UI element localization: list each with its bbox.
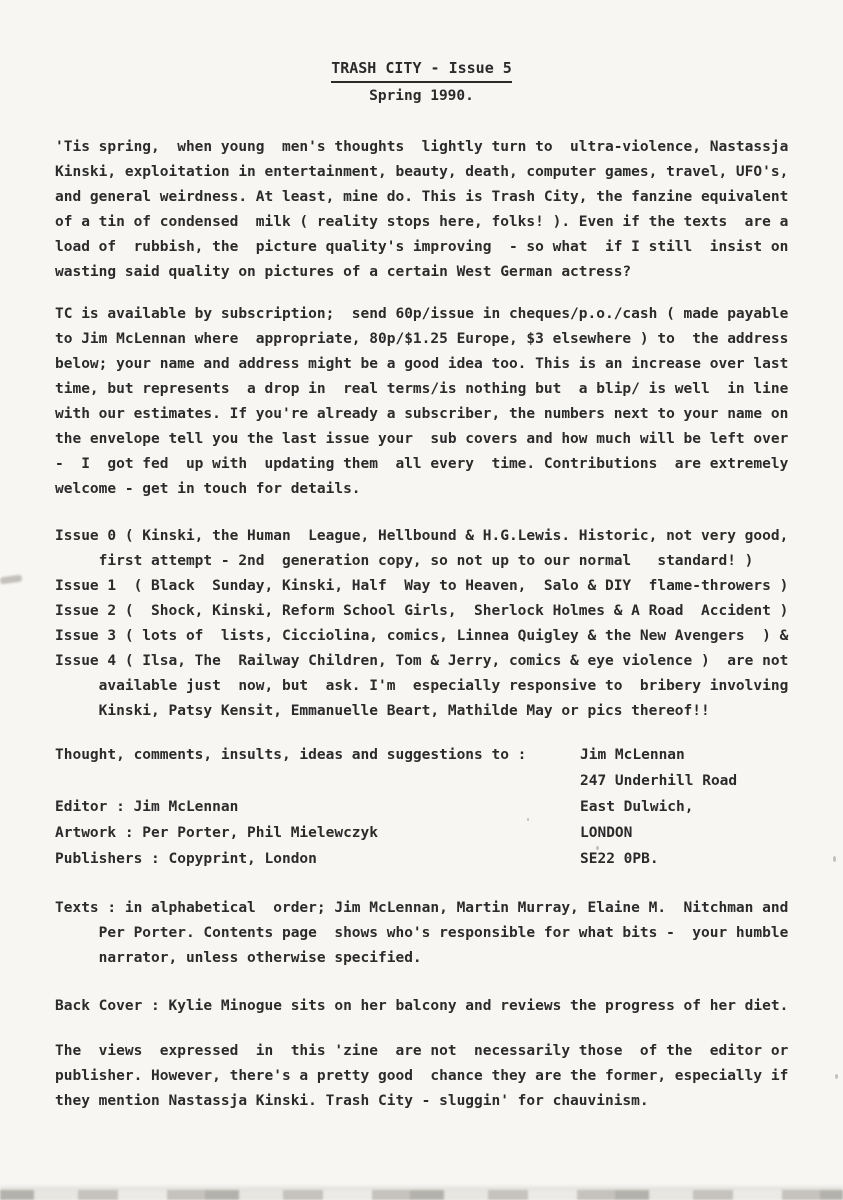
text-line: the envelope tell you the last issue your sub covers and how much will be left over [55, 431, 789, 447]
issue-list-line: Issue 4 ( Ilsa, The Railway Children, Tom & Jerry, comics & eye violence ) are not [55, 653, 789, 669]
subscription-paragraph [55, 302, 843, 502]
scanner-edge-artifact [0, 1190, 843, 1200]
credit-editor: Editor : Jim McLennan [55, 799, 239, 815]
contact-block [55, 742, 843, 872]
text-line: Per Porter. Contents page shows who's responsible for what bits - your humble [55, 925, 789, 941]
credit-publishers: Publishers : Copyprint, London [55, 851, 317, 867]
text-line: below; your name and address might be a good idea too. This is an increase over last [55, 356, 789, 372]
text-line: time, but represents a drop in real terms/is nothing but a blip/ is well in line [55, 381, 789, 397]
page-subtitle: Spring 1990. [369, 88, 474, 104]
address-line: East Dulwich, [580, 799, 694, 815]
text-line: 'Tis spring, when young men's thoughts lightly turn to ultra-violence, Nastassja [55, 139, 789, 155]
issue-list-line: available just now, but ask. I'm especially responsive to bribery involving [55, 678, 789, 694]
back-cover-note [55, 994, 843, 1019]
issue-list-line: Issue 3 ( lots of lists, Cicciolina, comics, Linnea Quigley & the New Avengers ) & [55, 628, 789, 644]
text-line: load of rubbish, the picture quality's improving - so what if I still insist on [55, 239, 789, 255]
text-line: narrator, unless otherwise specified. [55, 950, 422, 966]
text-line: publisher. However, there's a pretty good chance they are the former, especially if [55, 1068, 789, 1084]
text-line: Back Cover : Kylie Minogue sits on her balcony and reviews the progress of her diet. [55, 998, 789, 1014]
text-line: of a tin of condensed milk ( reality stops here, folks! ). Even if the texts are a [55, 214, 789, 230]
scan-speck-artifact [833, 856, 836, 862]
contact-heading: Thought, comments, insults, ideas and suggestions to : [55, 747, 527, 763]
contact-left-column [55, 742, 580, 872]
text-line: Kinski, exploitation in entertainment, beauty, death, computer games, travel, UFO's, [55, 164, 789, 180]
spacer-line [55, 768, 580, 794]
scan-smudge-artifact [0, 575, 22, 585]
issue-list-line: first attempt - 2nd generation copy, so not up to our normal standard! ) [55, 553, 754, 569]
text-line: welcome - get in touch for details. [55, 481, 361, 497]
issue-list-line: Kinski, Patsy Kensit, Emmanuelle Beart, Mathilde May or pics thereof!! [55, 703, 710, 719]
text-line: wasting said quality on pictures of a certain West German actress? [55, 264, 632, 280]
address-line: SE22 0PB. [580, 851, 659, 867]
issue-list-line: Issue 1 ( Black Sunday, Kinski, Half Way to Heaven, Salo & DIY flame-throwers ) [55, 578, 789, 594]
page-title: TRASH CITY - Issue 5 [331, 55, 512, 83]
text-line: to Jim McLennan where appropriate, 80p/$1.25 Europe, $3 elsewhere ) to the address [55, 331, 789, 347]
credit-artwork: Artwork : Per Porter, Phil Mielewczyk [55, 825, 379, 841]
scan-speck-artifact [835, 1074, 838, 1079]
address-line: LONDON [580, 825, 633, 841]
back-issue-list [55, 524, 843, 724]
issue-list-line: Issue 2 ( Shock, Kinski, Reform School Girls, Sherlock Holmes & A Road Accident ) [55, 603, 789, 619]
text-line: and general weirdness. At least, mine do. This is Trash City, the fanzine equivalent [55, 189, 789, 205]
address-line: Jim McLennan [580, 747, 685, 763]
texts-credit-paragraph [55, 896, 843, 971]
masthead [55, 55, 788, 109]
text-line: with our estimates. If you're already a subscriber, the numbers next to your name on [55, 406, 789, 422]
scan-speck-artifact [527, 818, 529, 821]
address-line: 247 Underhill Road [580, 773, 738, 789]
text-line: Texts : in alphabetical order; Jim McLennan, Martin Murray, Elaine M. Nitchman and [55, 900, 789, 916]
text-line: they mention Nastassja Kinski. Trash City - sluggin' for chauvinism. [55, 1093, 649, 1109]
address-block [580, 742, 843, 872]
issue-list-line: Issue 0 ( Kinski, the Human League, Hellbound & H.G.Lewis. Historic, not very good, [55, 528, 789, 544]
intro-paragraph [55, 135, 843, 285]
text-line: TC is available by subscription; send 60p/issue in cheques/p.o./cash ( made payable [55, 306, 789, 322]
disclaimer-paragraph [55, 1039, 843, 1114]
text-line: The views expressed in this 'zine are not necessarily those of the editor or [55, 1043, 789, 1059]
scan-speck-artifact [596, 846, 599, 850]
text-line: - I got fed up with updating them all every time. Contributions are extremely [55, 456, 789, 472]
